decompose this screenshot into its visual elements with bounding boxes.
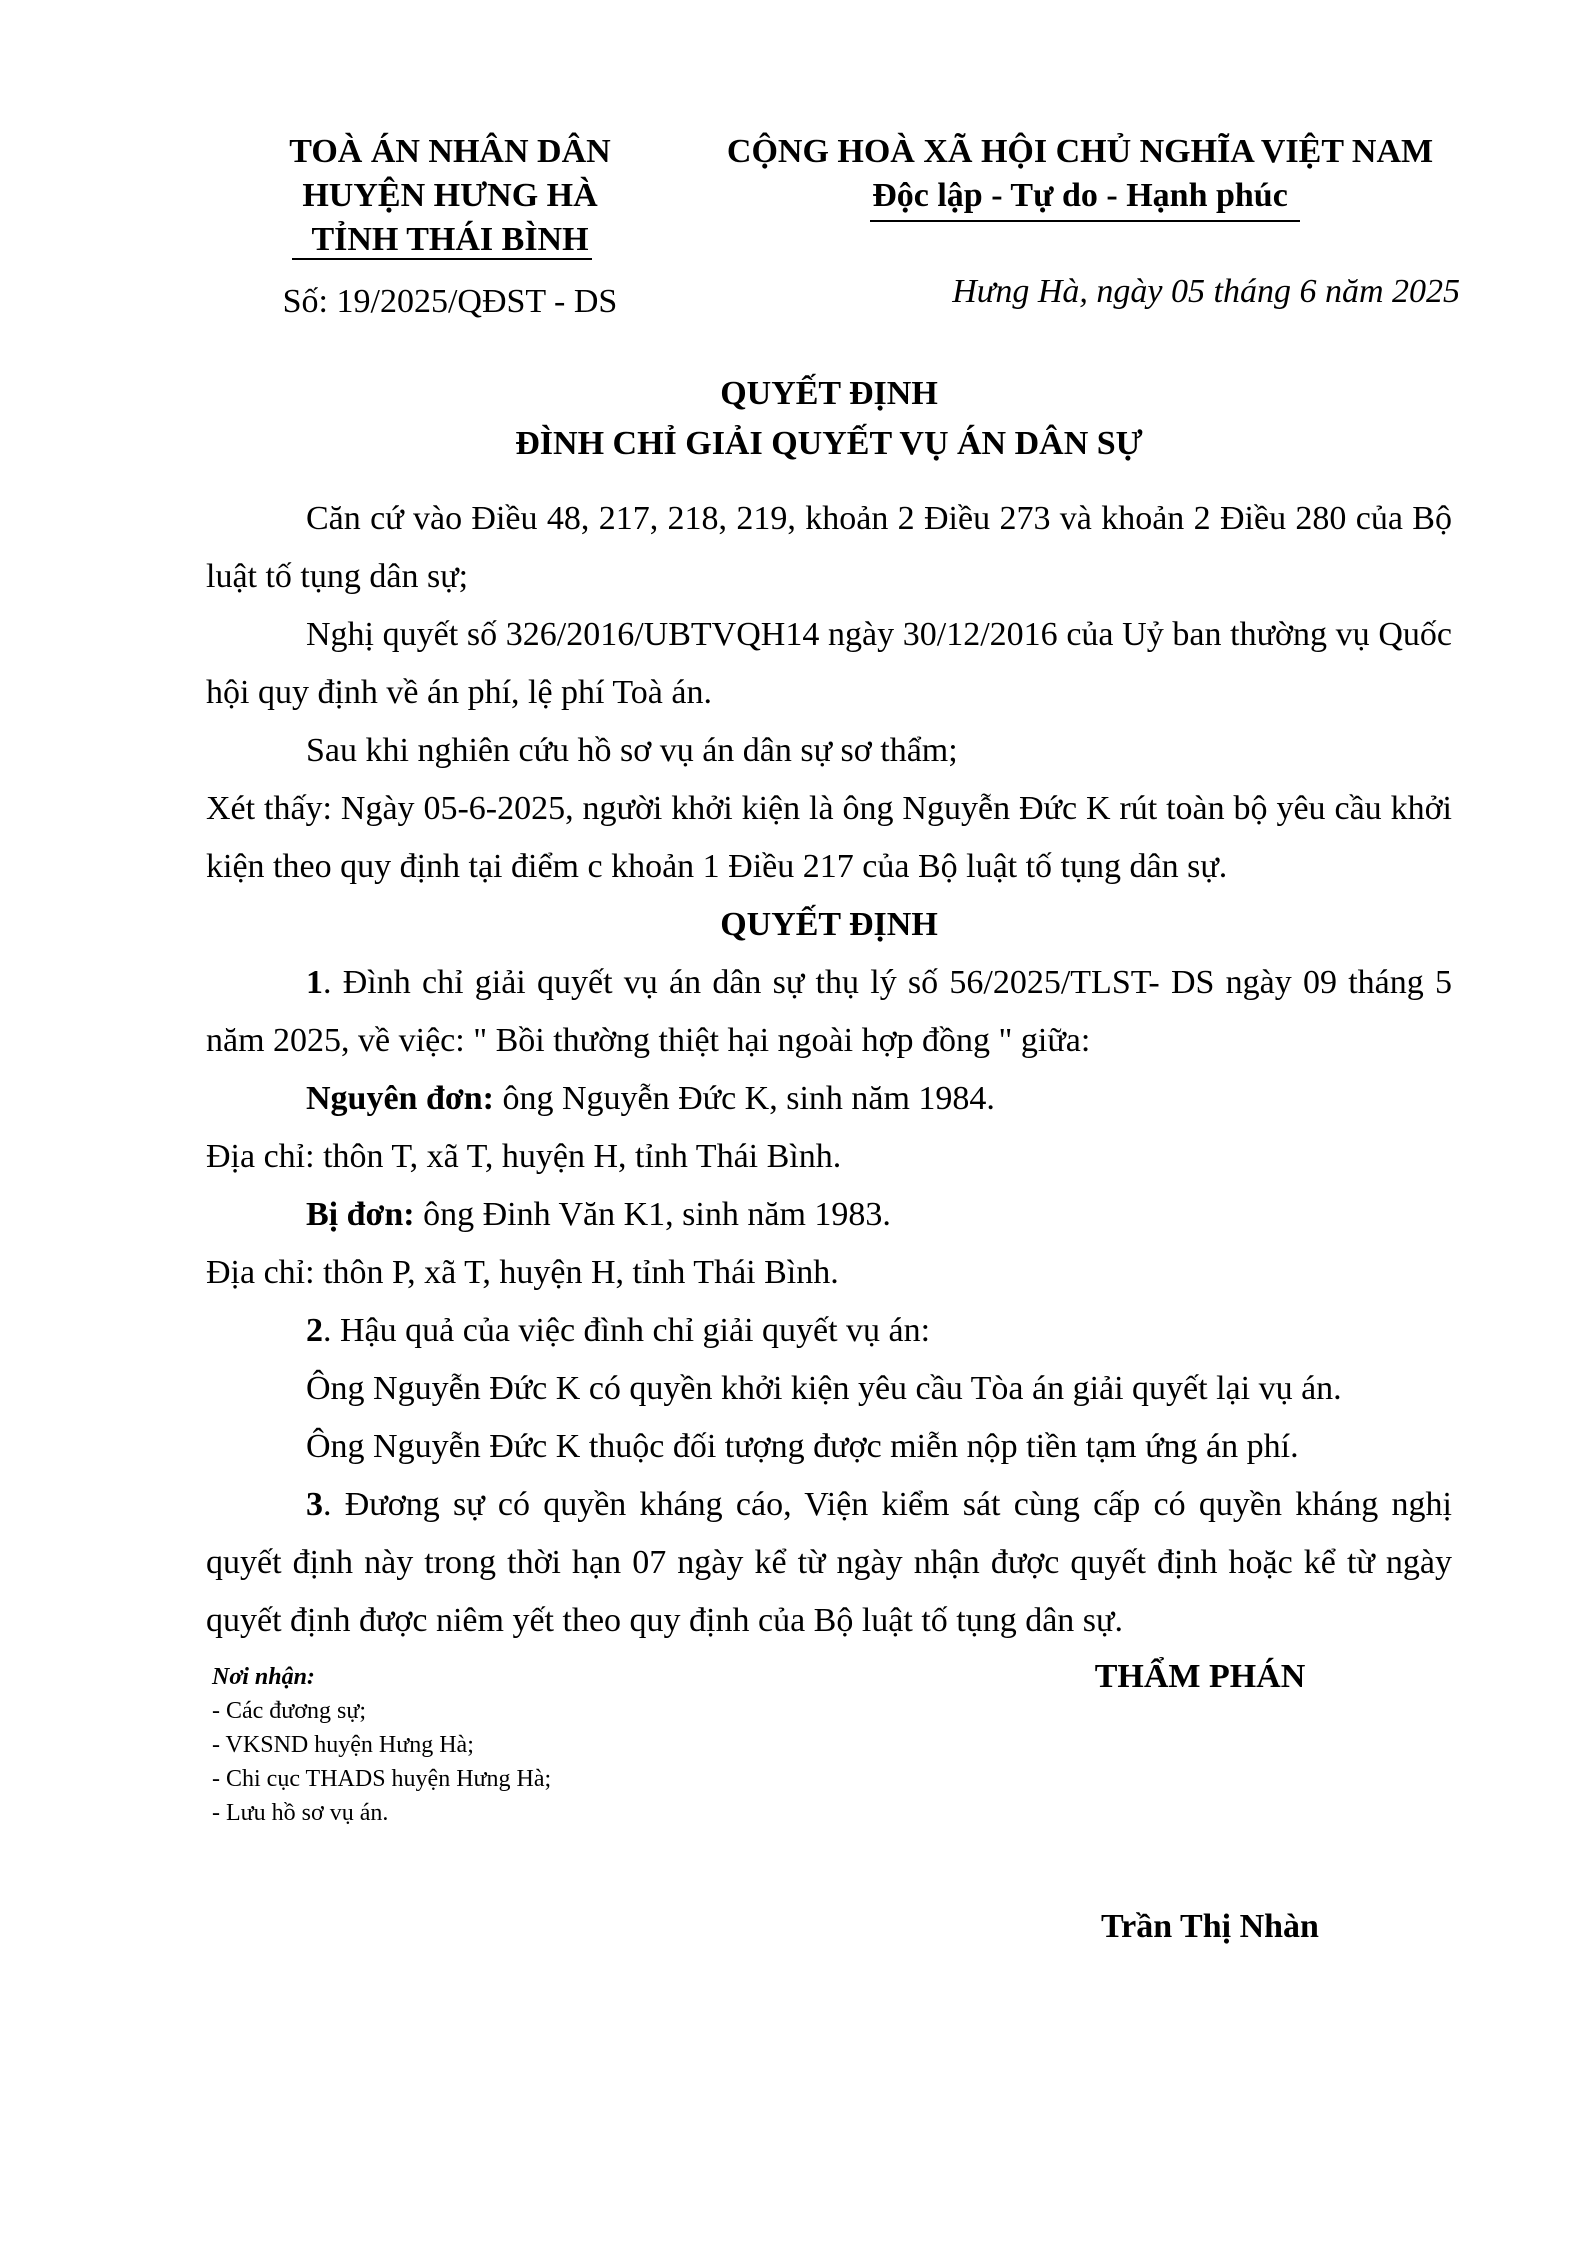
recipient-item: - VKSND huyện Hưng Hà; [212, 1732, 474, 1758]
document-title: QUYẾT ĐỊNH [720, 375, 938, 412]
item-2-number: 2 [306, 1312, 323, 1349]
item-1 [206, 954, 1452, 1070]
national-header [700, 130, 1460, 218]
item-1-text: . Đình chỉ giải quyết vụ án dân sự thụ lý số 56/2025/TLST- DS ngày 09 tháng 5 năm 2025, về việc: " Bồi thường thiệt hại ngoài hợp đồng " giữa: [206, 964, 1452, 1059]
item-2 [206, 1302, 1452, 1360]
decision-heading: QUYẾT ĐỊNH [720, 906, 938, 943]
motto: Độc lập - Tự do - Hạnh phúc [872, 177, 1288, 214]
research-paragraph: Sau khi nghiên cứu hồ sơ vụ án dân sự sơ thẩm; [306, 732, 958, 769]
plaintiff-label: Nguyên đơn: [306, 1080, 494, 1117]
judge-title: THẨM PHÁN [1094, 1658, 1306, 1695]
item-3-number: 3 [306, 1486, 323, 1523]
place-date: Hưng Hà, ngày 05 tháng 6 năm 2025 [952, 273, 1460, 310]
document-body [206, 490, 1452, 1650]
court-name-block [240, 130, 660, 262]
plaintiff-text: ông Nguyễn Đức K, sinh năm 1984. [493, 1080, 995, 1117]
document-subtitle: ĐÌNH CHỈ GIẢI QUYẾT VỤ ÁN DÂN SỰ [515, 425, 1143, 462]
court-line-3: TỈNH THÁI BÌNH [311, 221, 589, 258]
recipient-item: - Lưu hồ sơ vụ án. [212, 1800, 389, 1826]
resolution-paragraph: Nghị quyết số 326/2016/UBTVQH14 ngày 30/12/2016 của Uỷ ban thường vụ Quốc hội quy định về án phí, lệ phí Toà án. [206, 616, 1452, 711]
item-3-text: . Đương sự có quyền kháng cáo, Viện kiểm sát cùng cấp có quyền kháng nghị quyết định này trong thời hạn 07 ngày kể từ ngày nhận được quyết định hoặc kể từ ngày quyết định được niêm yết theo quy định của Bộ luật tố tụng dân sự. [206, 1486, 1452, 1639]
recipients-title: Nơi nhận: [212, 1664, 315, 1690]
court-line-2: HUYỆN HƯNG HÀ [302, 177, 598, 214]
judge-name: Trần Thị Nhàn [1101, 1908, 1319, 1945]
defendant-label: Bị đơn: [306, 1196, 415, 1233]
item-2-text: . Hậu quả của việc đình chỉ giải quyết vụ án: [323, 1312, 931, 1349]
court-line-1: TOÀ ÁN NHÂN DÂN [289, 133, 611, 170]
motto-underline [870, 220, 1300, 222]
finding-paragraph: Xét thấy: Ngày 05-6-2025, người khởi kiện là ông Nguyễn Đức K rút toàn bộ yêu cầu khởi kiện theo quy định tại điểm c khoản 1 Điều 217 của Bộ luật tố tụng dân sự. [206, 790, 1452, 885]
item-2-line-2: Ông Nguyễn Đức K thuộc đối tượng được miễn nộp tiền tạm ứng án phí. [306, 1428, 1299, 1465]
nation-title: CỘNG HOÀ XÃ HỘI CHỦ NGHĨA VIỆT NAM [726, 133, 1434, 170]
item-1-number: 1 [306, 964, 323, 1001]
defendant-line [206, 1186, 1452, 1244]
recipient-item: - Chi cục THADS huyện Hưng Hà; [212, 1766, 552, 1792]
item-3 [206, 1476, 1452, 1650]
recipients-block [212, 1660, 812, 1830]
recipient-item: - Các đương sự; [212, 1698, 367, 1724]
defendant-text: ông Đinh Văn K1, sinh năm 1983. [414, 1196, 891, 1233]
legal-basis-paragraph: Căn cứ vào Điều 48, 217, 218, 219, khoản 2 Điều 273 và khoản 2 Điều 280 của Bộ luật tố tụng dân sự; [206, 500, 1452, 595]
plaintiff-address: Địa chỉ: thôn T, xã T, huyện H, tỉnh Thái Bình. [206, 1138, 842, 1175]
defendant-address: Địa chỉ: thôn P, xã T, huyện H, tỉnh Thái Bình. [206, 1254, 839, 1291]
court-underline [292, 258, 592, 260]
item-2-line-1: Ông Nguyễn Đức K có quyền khởi kiện yêu cầu Tòa án giải quyết lại vụ án. [306, 1370, 1342, 1407]
plaintiff-line [206, 1070, 1452, 1128]
decision-number: Số: 19/2025/QĐST - DS [282, 283, 618, 320]
